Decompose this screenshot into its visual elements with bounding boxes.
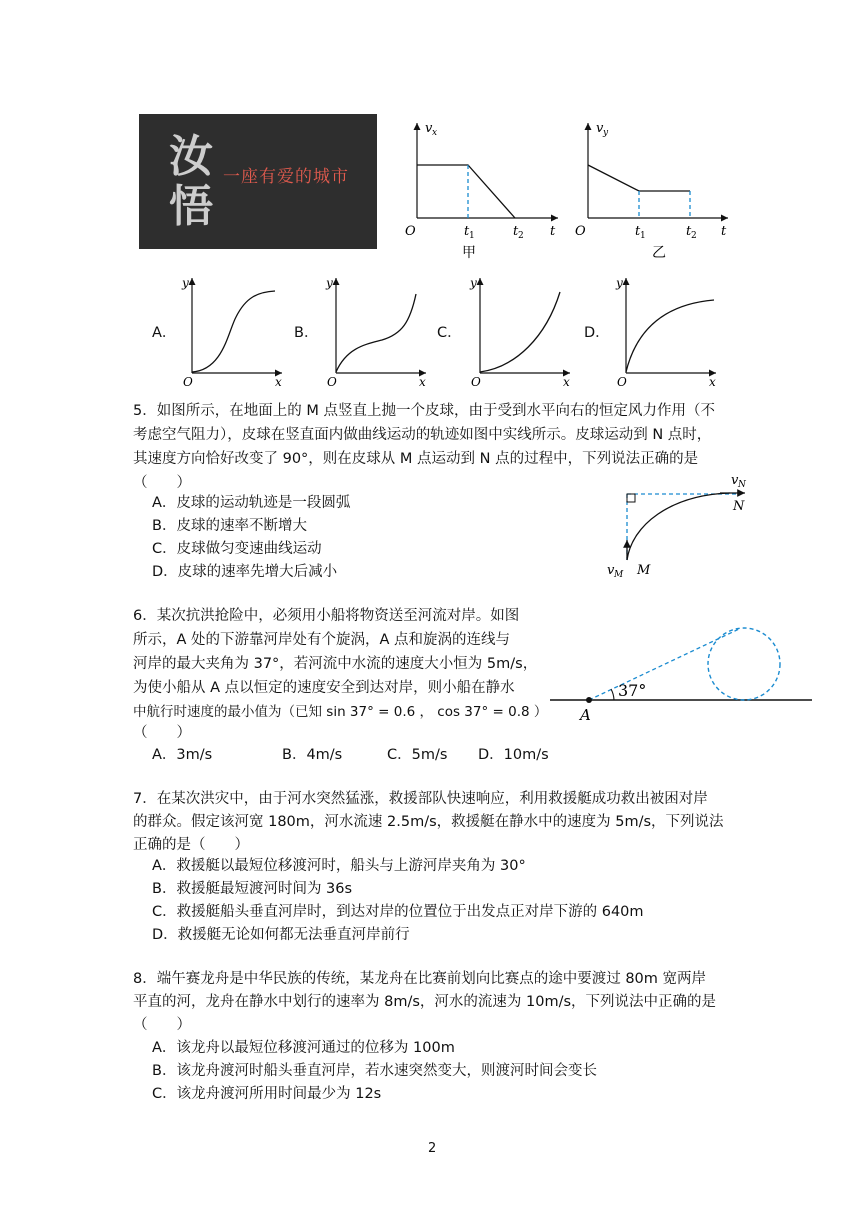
q6-figure: [548, 620, 814, 725]
jia-y-sub: x: [432, 128, 438, 138]
choice-b-x: x: [419, 375, 426, 389]
choice-letter-d: D．: [584, 325, 610, 341]
q7-line-3: 正确的是（ ）: [133, 837, 249, 853]
q8-option-c[interactable]: C．该龙舟渡河所用时间最少为 12s: [152, 1086, 382, 1102]
q5-figure: [600, 470, 770, 582]
q5-m: M: [637, 563, 651, 578]
q5-n: N: [733, 499, 745, 514]
q5-vn: v: [731, 473, 739, 488]
q5-line-3: 其速度方向恰好改变了 90°，则在皮球从 M 点运动到 N 点的过程中，下列说法正确的是: [133, 451, 699, 467]
photo-big-chars: 汝悟: [169, 131, 213, 232]
q6-line-3: 河岸的最大夹角为 37°，若河流中水流的速度大小恒为 5m/s，: [133, 656, 538, 672]
q6-a: A: [580, 706, 591, 724]
jia-t2-sub: 2: [518, 231, 524, 241]
jia-caption: 甲: [462, 245, 476, 261]
q5-paren: （ ）: [133, 475, 191, 491]
choice-d-y: y: [616, 276, 623, 290]
q7-option-a[interactable]: A．救援艇以最短位移渡河时，船头与上游河岸夹角为 30°: [152, 858, 526, 874]
yi-t1: t: [635, 224, 641, 239]
q5-option-d[interactable]: D．皮球的速率先增大后减小: [152, 564, 338, 580]
yi-t1-sub: 1: [640, 231, 646, 241]
choice-letter-a: A．: [152, 325, 177, 341]
choice-graph-d: [612, 272, 724, 394]
q5-line-1: 5．如图所示，在地面上的 M 点竖直上抛一个皮球，由于受到水平向右的恒定风力作用（不: [133, 403, 715, 419]
q8-line-1: 8．端午赛龙舟是中华民族的传统，某龙舟在比赛前划向比赛点的途中要渡过 80m 宽两岸: [133, 971, 707, 987]
choice-graph-a: [178, 272, 290, 394]
q7-option-d[interactable]: D．救援艇无论如何都无法垂直河岸前行: [152, 927, 410, 943]
jia-t1: t: [464, 224, 470, 239]
choice-letter-c: C．: [437, 325, 462, 341]
choice-a-y: y: [182, 276, 189, 290]
photo-caption: 一座有爱的城市: [223, 167, 349, 187]
q6-paren: （ ）: [133, 725, 191, 741]
q5-option-c[interactable]: C．皮球做匀变速曲线运动: [152, 541, 322, 557]
q6-angle: 37°: [618, 681, 647, 700]
choice-c-o: O: [471, 375, 481, 389]
choice-c-x: x: [563, 375, 570, 389]
choice-d-x: x: [709, 375, 716, 389]
q8-option-b[interactable]: B．该龙舟渡河时船头垂直河岸，若水速突然变大，则渡河时间会变长: [152, 1063, 597, 1079]
yi-y-sub: y: [603, 128, 609, 138]
q7-option-b[interactable]: B．救援艇最短渡河时间为 36s: [152, 881, 353, 897]
q6-option-d[interactable]: D．10m/s: [478, 747, 549, 763]
jia-t2: t: [513, 224, 519, 239]
page-number: 2: [428, 1141, 437, 1156]
choice-letter-b: B．: [294, 325, 319, 341]
q7-line-2: 的群众。假定该河宽 180m，河水流速 2.5m/s，救援艇在静水中的速度为 5m/s，下列说法: [133, 814, 724, 830]
yi-t2-sub: 2: [691, 231, 697, 241]
yi-caption: 乙: [652, 245, 666, 261]
q8-paren: （ ）: [133, 1017, 191, 1033]
yi-origin: O: [575, 224, 586, 239]
jia-origin: O: [405, 224, 416, 239]
graph-yi: [570, 115, 740, 265]
jia-t1-sub: 1: [469, 231, 475, 241]
q6-option-b[interactable]: B．4m/s: [282, 747, 343, 763]
graph-jia: [400, 115, 570, 265]
choice-a-x: x: [275, 375, 282, 389]
q7-line-1: 7．在某次洪灾中，由于河水突然猛涨，救援部队快速响应，利用救援艇成功救出被困对岸: [133, 791, 708, 807]
q6-line-1: 6．某次抗洪抢险中，必须用小船将物资送至河流对岸。如图: [133, 608, 520, 624]
q6-line-4: 为使小船从 A 点以恒定的速度安全到达对岸，则小船在静水: [133, 680, 515, 696]
choice-b-y: y: [326, 276, 333, 290]
q6-option-a[interactable]: A．3m/s: [152, 747, 213, 763]
yi-t-label: t: [721, 224, 727, 239]
q6-line-5: 中航行时速度的最小值为（已知 sin 37° = 0.6 ， cos 37° = 0.8 ）: [133, 704, 548, 720]
q5-option-a[interactable]: A．皮球的运动轨迹是一段圆弧: [152, 495, 351, 511]
yi-y-label: v: [596, 121, 604, 136]
q8-line-2: 平直的河，龙舟在静水中划行的速率为 8m/s，河水的流速为 10m/s，下列说法中正确的是: [133, 994, 717, 1010]
choice-a-o: O: [183, 375, 193, 389]
q8-option-a[interactable]: A．该龙舟以最短位移渡河通过的位移为 100m: [152, 1040, 455, 1056]
choice-c-y: y: [470, 276, 477, 290]
q6-line-2: 所示，A 处的下游靠河岸处有个旋涡，A 点和旋涡的连线与: [133, 632, 511, 648]
yi-t2: t: [686, 224, 692, 239]
jia-t-label: t: [550, 224, 556, 239]
q7-option-c[interactable]: C．救援艇船头垂直河岸时，到达对岸的位置位于出发点正对岸下游的 640m: [152, 904, 644, 920]
q5-vm-sub: M: [614, 570, 624, 580]
choice-graph-b: [322, 272, 434, 394]
q5-line-2: 考虑空气阻力），皮球在竖直面内做曲线运动的轨迹如图中实线所示。皮球运动到 N 点时，: [133, 427, 712, 443]
q5-vn-sub: N: [738, 480, 746, 490]
photo-drone-show: [139, 114, 377, 249]
choice-graph-c: [466, 272, 578, 394]
choice-b-o: O: [327, 375, 337, 389]
jia-y-label: v: [425, 121, 433, 136]
q5-vm: v: [607, 563, 615, 578]
q6-option-c[interactable]: C．5m/s: [387, 747, 448, 763]
choice-d-o: O: [617, 375, 627, 389]
q5-option-b[interactable]: B．皮球的速率不断增大: [152, 518, 307, 534]
